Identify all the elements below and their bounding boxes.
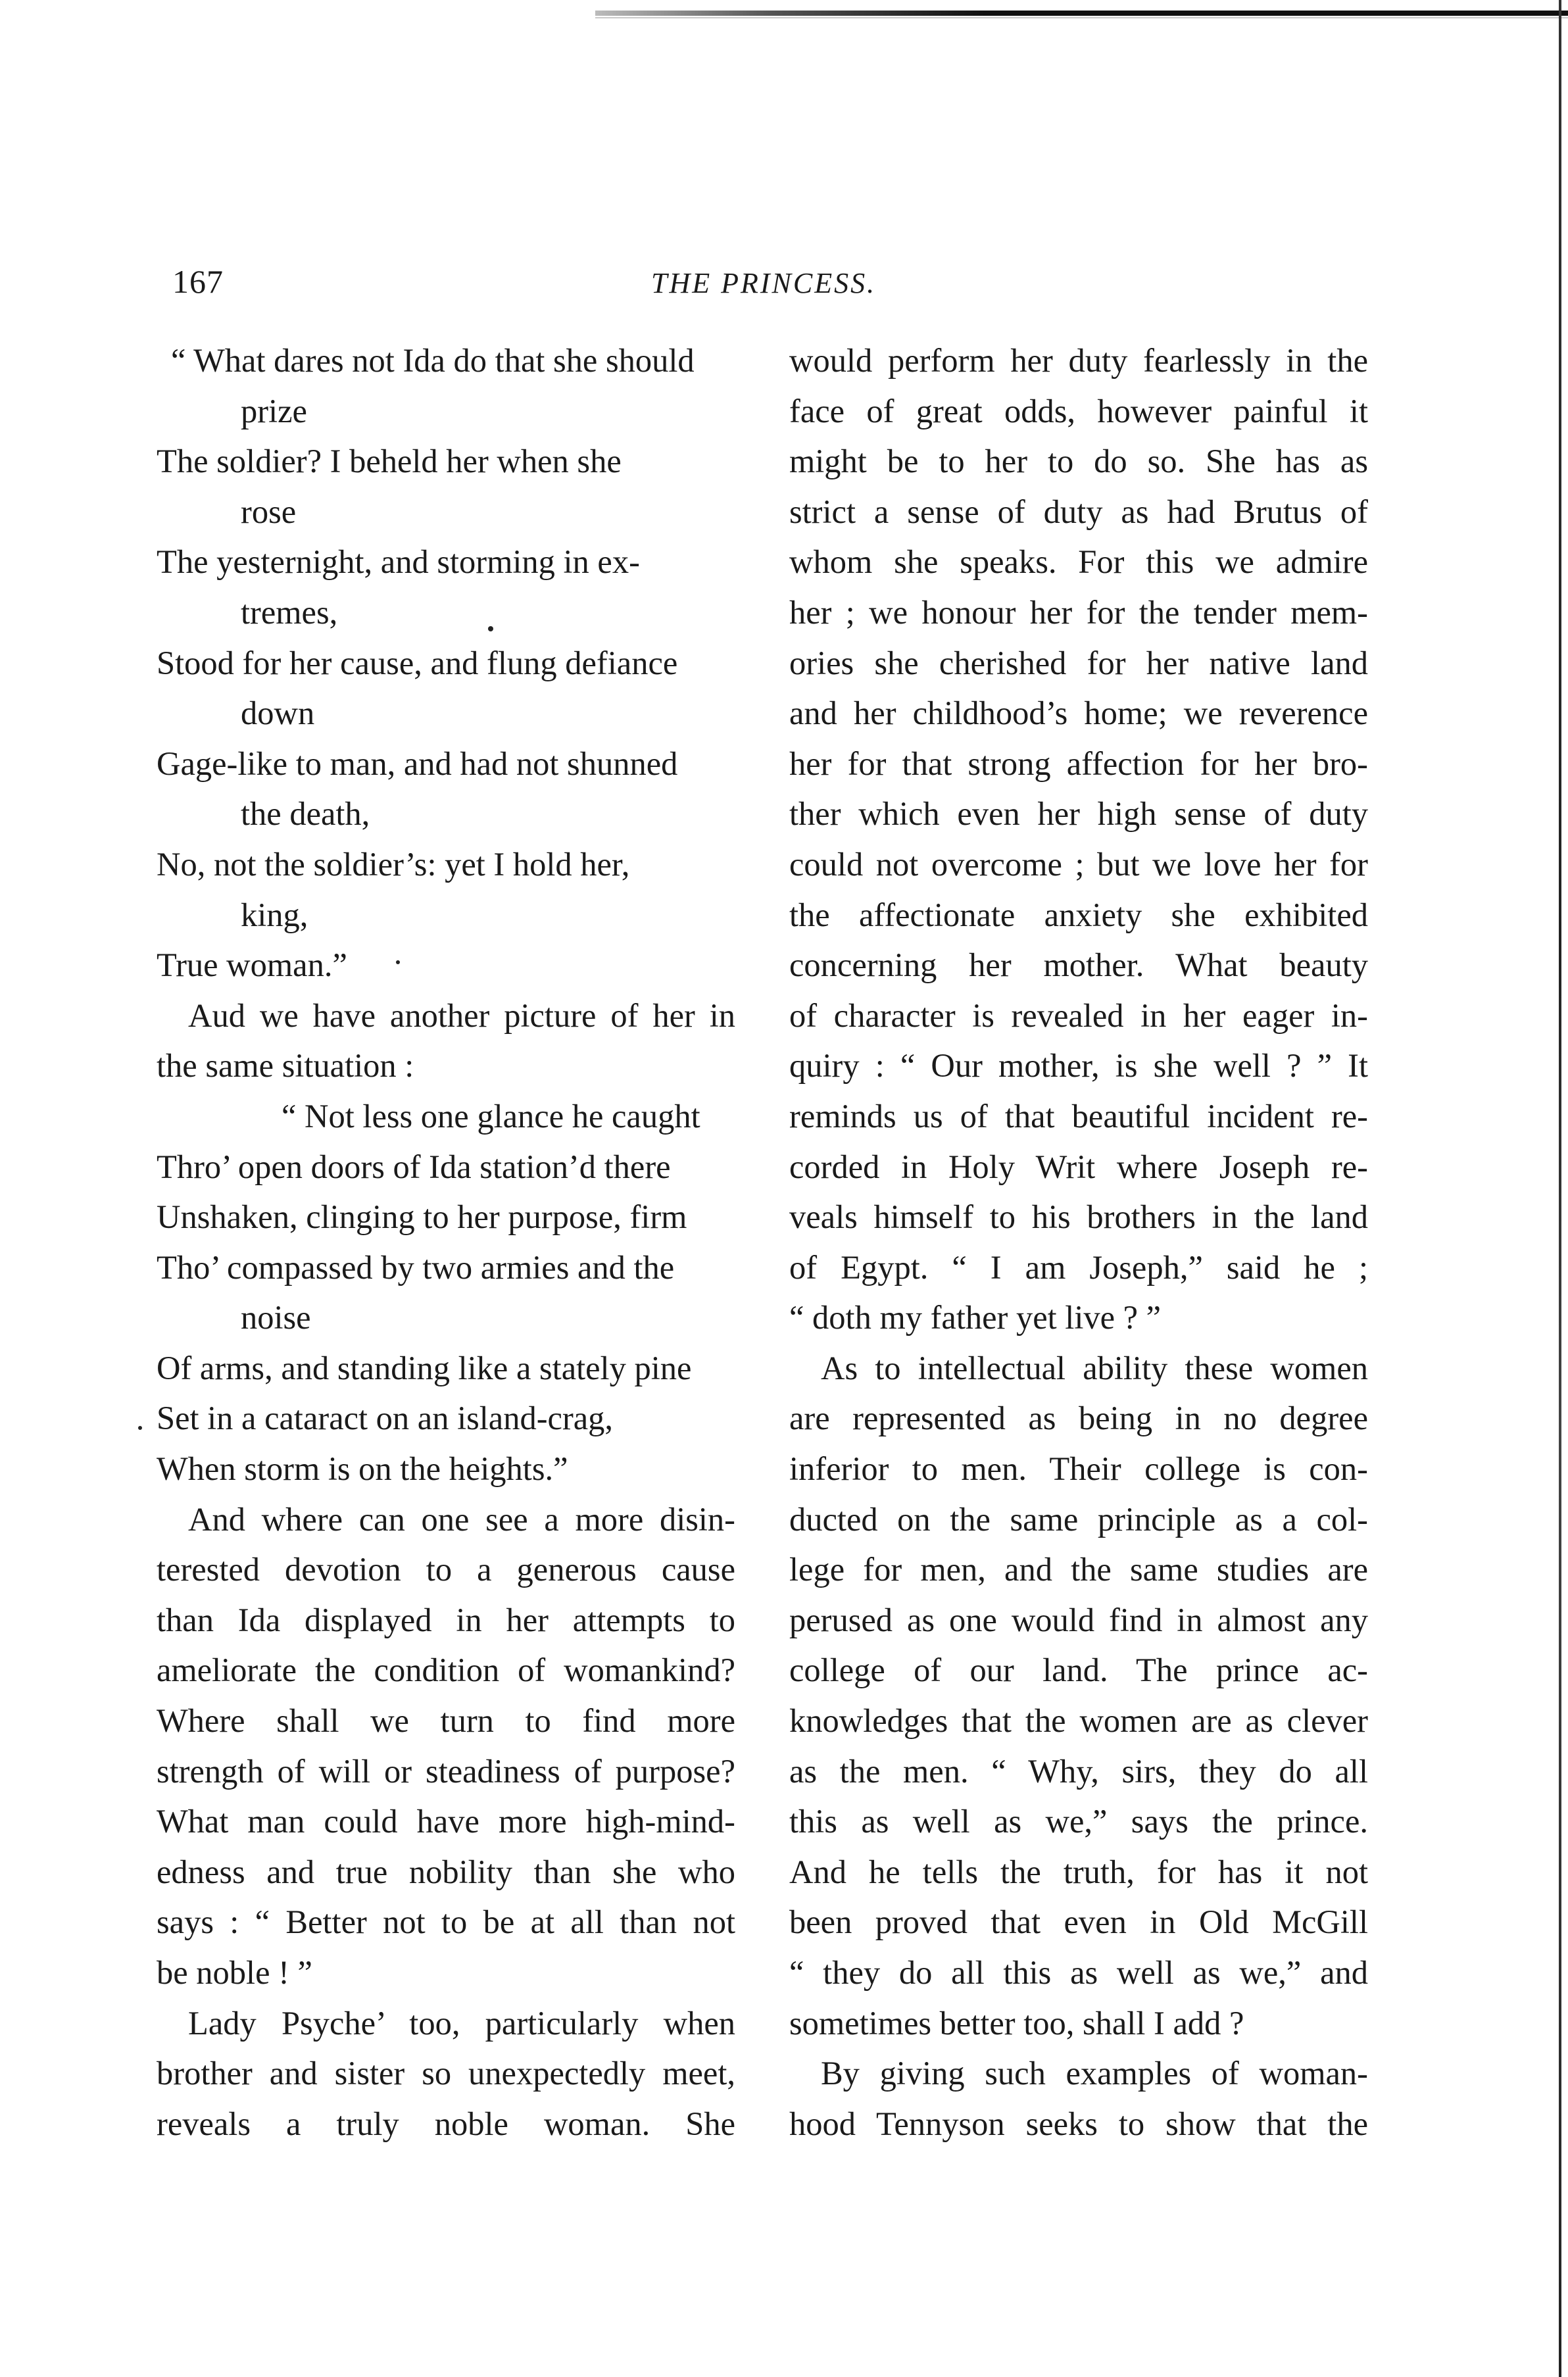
paragraph	[157, 1998, 735, 2149]
text-line: and her childhood’s home; we reverence	[789, 695, 1368, 732]
paragraph	[789, 335, 1368, 1343]
text-line: perused as one would find in almost any	[789, 1601, 1368, 1638]
text-line: are represented as being in no degree	[789, 1400, 1368, 1437]
text-line: edness and true nobility than she who	[157, 1853, 735, 1890]
text-line: strength of will or steadiness of purpose?	[157, 1752, 735, 1790]
ink-speck	[488, 626, 493, 631]
top-rule	[595, 11, 1568, 16]
verse-line: down	[241, 695, 315, 732]
text-line: whom she speaks. For this we admire	[789, 543, 1368, 581]
text-line: her for that strong affection for her bro-	[789, 745, 1368, 782]
text-line: this as well as we,” says the prince.	[789, 1803, 1368, 1840]
text-line: the affectionate anxiety she exhibited	[789, 896, 1368, 933]
text-line: “ they do all this as well as we,” and	[789, 1954, 1368, 1991]
text-line: As to intellectual ability these women	[821, 1349, 1368, 1386]
text-line: of character is revealed in her eager in-	[789, 996, 1368, 1034]
text-line: college of our land. The prince ac-	[789, 1652, 1368, 1689]
text-line: might be to her to do so. She has as	[789, 443, 1368, 480]
text-line: By giving such examples of woman-	[821, 2055, 1368, 2092]
verse-line: True woman.”	[157, 946, 347, 984]
right-column	[789, 335, 1368, 2149]
text-line: knowledges that the women are as clever	[789, 1702, 1368, 1740]
text-line: terested devotion to a generous cause	[157, 1551, 735, 1588]
verse-line: noise	[241, 1299, 311, 1336]
verse-line: Tho’ compassed by two armies and the	[157, 1248, 675, 1286]
text-line: What man could have more high-mind-	[157, 1803, 735, 1840]
page-edge	[1559, 0, 1561, 2377]
text-line: hood Tennyson seeks to show that the	[789, 2105, 1368, 2142]
verse-line: No, not the soldier’s: yet I hold her,	[157, 845, 630, 883]
verse-line: Set in a cataract on an island-crag,	[157, 1400, 614, 1437]
paragraph	[789, 2048, 1368, 2149]
page-number: 167	[172, 263, 224, 300]
verse-line: Of arms, and standing like a stately pine	[157, 1349, 692, 1386]
text-line: reveals a truly noble woman. She	[157, 2105, 735, 2142]
text-line: inferior to men. Their college is con-	[789, 1450, 1368, 1488]
text-line: Aud we have another picture of her in	[188, 996, 735, 1034]
verse-line: “ Not less one glance he caught	[282, 1097, 700, 1135]
text-line: ories she cherished for her native land	[789, 644, 1368, 681]
running-title: THE PRINCESS.	[651, 267, 877, 299]
text-line: sometimes better too, shall I add ?	[789, 2004, 1244, 2042]
text-line: says : “ Better not to be at all than not	[157, 1903, 735, 1941]
verse-line: The yesternight, and storming in ex-	[157, 543, 640, 581]
text-line: quiry : “ Our mother, is she well ? ” It	[789, 1047, 1368, 1085]
text-line: concerning her mother. What beauty	[789, 946, 1368, 984]
paragraph	[157, 991, 735, 1091]
verse-line: The soldier? I beheld her when she	[157, 443, 622, 480]
verse-block-1	[157, 335, 735, 991]
text-line: strict a sense of duty as had Brutus of	[789, 493, 1368, 530]
verse-line: tremes,	[241, 593, 338, 631]
text-line: would perform her duty fearlessly in the	[789, 342, 1368, 379]
verse-line: “ What dares not Ida do that she should	[171, 342, 695, 379]
text-line: ther which even her high sense of duty	[789, 795, 1368, 833]
verse-line: Stood for her cause, and flung defiance	[157, 644, 678, 681]
text-line: ameliorate the condition of womankind?	[157, 1652, 735, 1689]
verse-line: king,	[241, 896, 308, 933]
verse-line: Gage-like to man, and had not shunned	[157, 745, 678, 782]
verse-block-2	[157, 1091, 735, 1494]
text-line: corded in Holy Writ where Joseph re-	[789, 1148, 1368, 1185]
text-line: could not overcome ; but we love her for	[789, 845, 1368, 883]
text-line: Where shall we turn to find more	[157, 1702, 735, 1740]
text-line: than Ida displayed in her attempts to	[157, 1601, 735, 1638]
verse-line: When storm is on the heights.”	[157, 1450, 568, 1488]
text-line: as the men. “ Why, sirs, they do all	[789, 1752, 1368, 1790]
text-line: “ doth my father yet live ? ”	[789, 1299, 1162, 1336]
text-line: ducted on the same principle as a col-	[789, 1500, 1368, 1538]
text-line: reminds us of that beautiful incident re-	[789, 1097, 1368, 1135]
text-line: brother and sister so unexpectedly meet,	[157, 2055, 735, 2092]
text-line: And where can one see a more disin-	[188, 1500, 735, 1538]
verse-line: Thro’ open doors of Ida station’d there	[157, 1148, 671, 1185]
paragraph	[157, 1494, 735, 1998]
ink-speck	[138, 1426, 142, 1430]
left-column	[157, 335, 735, 2149]
top-rule-shadow	[595, 17, 1568, 18]
text-line: her ; we honour her for the tender mem-	[789, 593, 1368, 631]
text-line: lege for men, and the same studies are	[789, 1551, 1368, 1588]
text-line: be noble ! ”	[157, 1954, 312, 1991]
text-line: of Egypt. “ I am Joseph,” said he ;	[789, 1248, 1368, 1286]
verse-line: Unshaken, clinging to her purpose, firm	[157, 1198, 687, 1236]
running-header	[0, 262, 1568, 304]
verse-line: the death,	[241, 795, 370, 833]
text-line: face of great odds, however painful it	[789, 392, 1368, 429]
text-line: been proved that even in Old McGill	[789, 1903, 1368, 1941]
text-line: veals himself to his brothers in the land	[789, 1198, 1368, 1236]
text-line: the same situation :	[157, 1047, 414, 1085]
text-line: And he tells the truth, for has it not	[789, 1853, 1368, 1890]
verse-line: prize	[241, 392, 307, 429]
verse-line: rose	[241, 493, 297, 530]
ink-speck	[396, 960, 400, 964]
text-line: Lady Psyche’ too, particularly when	[188, 2004, 735, 2042]
paragraph	[789, 1343, 1368, 2048]
